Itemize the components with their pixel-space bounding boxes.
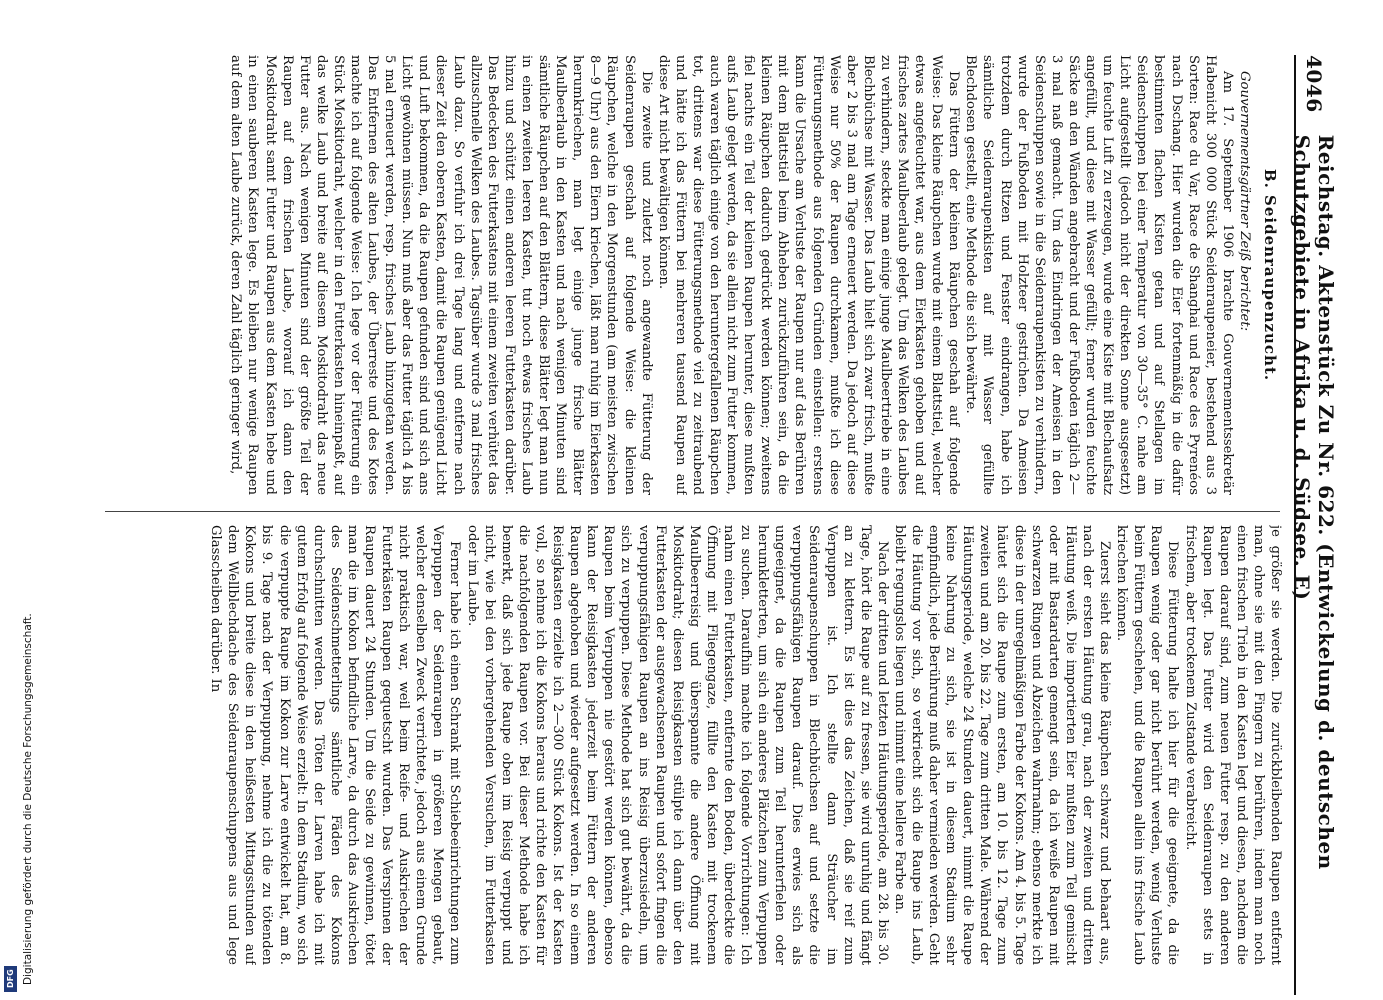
paragraph: Nach der dritten und letzten Häutungsperiode, am 28. bis 30. Tage, hört die Raupe auf zu fressen, sie wird unruhig und fängt an zu klettern. Es ist dies das Zeichen, daß sie reif zum Verpuppen ist. Ich stellte dann Sträucher im Seidenraupenschuppen in Blechbüchsen auf und setzte die verpuppungsfähigen Raupen darauf. Dies erwies sich als ungeeignet, da die Raupen zum Teil herunterfielen oder herumkletterten, um sich ein anderes Plätzchen zum Verpuppen zu suchen. Daraufhin machte ich folgende Vorrichtungen: Ich nahm einen Futterkasten, entfernte den Boden, überdeckte die Öffnung mit Fliegengaze, füllte den Kasten mit trockenem Maulbeerreisig und überspannte die andere Öffnung mit Moskitodraht; diesen Reisigkasten stülpte ich dann über den Futterkasten der ausgewachsenen Raupen und sofort fingen die verpuppungsfähigen Raupen an ins Reisig überzusiedeln, um sich zu verpuppen. Diese Methode hat sich gut bewährt, da die Raupen beim Verpuppen nie gestört werden können, ebenso kann der Reisigkasten jederzeit beim Füttern der anderen Raupen abgehoben und wieder aufgesetzt werden. In so einem Reisigkasten erzielte ich 2—300 Stück Kokons. Ist der Kasten voll, so nehme ich die Kokons heraus und richte den Kasten für die nachfolgenden Raupen vor. Bei dieser Methode habe ich bemerkt, daß sich jede Raupe oben im Reisig verpuppt und nicht, wie bei den vorhergehenden Versuchen, im Futterkasten oder im Laube. — [464, 525, 890, 965]
paragraph: Das Füttern der kleinen Räupchen geschah auf folgende Weise: Das kleine Räupchen wurde mit einem Blattstiel, welcher etwas angefeuchtet war, aus dem Eierkasten gehoben und auf frisches zartes Maulbeerlaub gelegt. Um das Welken des Laubes zu verhindern, steckte man einige junge Maulbeertriebe in eine Blechbüchse mit Wasser. Das Laub hielt sich zwar frisch, mußte aber 2 bis 3 mal am Tage erneuert werden. Da jedoch auf diese Weise nur 50% der Raupen durchkamen, mußte ich diese Fütterungsmethode aus folgenden Gründen einstellen: erstens kann die Ursache am Verluste der Raupen nur auf das Berühren mit dem Blattstiel beim Abheben zurückzuführen sein, da die kleinen Räupchen dadurch gedrückt werden können; zweitens fiel nachts ein Teil der kleinen Raupen herunter, diese mußten aufs Laub gelegt werden, da sie allein nicht zum Futter kommen, auch waren täglich einige von den heruntergefallenen Räupchen tot, drittens war diese Fütterungsmethode viel zu zeitraubend und hätte ich das Füttern bei mehreren tausend Raupen auf diese Art nicht bewältigen können. — [655, 55, 962, 495]
section-intro: Gouvernementsgärtner Zeiß berichtet: — [1236, 71, 1252, 332]
column-divider — [105, 511, 1280, 512]
digitization-note: Digitalisierung gefördert durch die Deutsche Forschungsgemeinschaft. — [22, 613, 34, 985]
section-heading: B. Seidenraupenzucht. — [1261, 168, 1279, 382]
running-header — [1290, 55, 1338, 995]
header-rule — [1294, 55, 1296, 995]
dfg-logo: DFG — [4, 966, 17, 992]
paragraph: je größer sie werden. Die zurückbleibenden Raupen entfernt man, ohne sie mit den Fingern zu berühren, indem man noch einen frischen Trieb in den Kasten legt und diesen, nachdem die Raupen darauf sind, zum neuen Futter resp. zu den anderen Raupen legt. Das Futter wird den Seidenraupen stets in frischem, aber trockenem Zustande verabreicht. — [1182, 525, 1283, 965]
right-column — [104, 525, 1284, 965]
paragraph: Die zweite und zuletzt noch angewandte Fütterung der Seidenraupen geschah auf folgende Weise: die kleinen Räupchen, welche in den Morgenstunden (am meisten zwischen 8—9 Uhr) aus den Eiern kriechen, läßt man ruhig im Eierkasten herumkriechen, man legt einige junge frische Blätter Maulbeerlaub in den Kasten und nach wenigen Minuten sind sämtliche Räupchen auf den Blättern, diese Blätter legt man nun in einen zweiten leeren Kasten, tut noch etwas frisches Laub hinzu und schützt einen anderen leeren Futterkasten darüber. Das Bedecken des Futterkastens mit einem zweiten verhütet das allzuschnelle Welken des Laubes. Tagsüber wurde 3 mal frisches Laub dazu. So verfuhr ich drei Tage lang und entferne nach dieser Zeit den oberen Kasten, damit die Raupen genügend Licht und Luft bekommen, da die Raupen gefunden sind und sich ans Licht gewöhnen müssen. Nun muß aber das Futter täglich 4 bis 5 mal erneuert werden, resp. frisches Laub hinzugetan werden. Das Entfernen des alten Laubes, der Überreste und des Kotes machte ich auf folgende Weise: Ich lege vor der Fütterung ein Stück Moskitodraht, welcher in den Futterkasten hineinpaßt, auf das welke Laub und breite auf diesem Moskitodraht das neue Futter aus. Nach wenigen Minuten sind der größte Teil der Raupen auf dem frischen Laube, worauf ich dann den Moskitodraht samt Futter und Raupen aus dem Kasten hebe und in einen sauberen Kasten lege. Es bleiben nur wenige Raupen auf dem alten Laube zurück, deren Zahl täglich geringer wird, — [228, 55, 654, 495]
running-title: Reichstag. Aktenstück Zu Nr. 622. (Entwickelung d. deutschen Schutzgebiete in Afrika u. d. Südsee. E) — [1290, 134, 1338, 870]
page-number: 4046 — [1302, 55, 1326, 113]
paragraph: Diese Fütterung halte ich hier für die geeignete, da die Raupen wenig oder gar nicht berührt werden, wenig Verluste beim Füttern geschehen, und die Raupen allein ins frische Laub kriechen können. — [1114, 525, 1181, 965]
paragraph: Zuerst sieht das kleine Räupchen schwarz und behaart aus, nach der ersten Häutung grau, nach der zweiten und dritten Häutung weiß. Die importierten Eier mußten zum Teil gemischt oder mit Bastardarten gemengt sein, da ich weiße Raupen mit schwarzen Ringen und Abzeichen wahrnahm; ebenso merkte ich diese in der unregelmäßigen Farbe der Kokons. Am 4. bis 5. Tage häutet sich die Raupe zum ersten, am 10. bis 12. Tage zum zweiten und am 20. bis 22. Tage zum dritten Male. Während der Häutungsperiode, welche 24 Stunden dauert, nimmt die Raupe keine Nahrung zu sich, sie ist in diesem Stadium sehr empfindlich, jede Berührung muß daher vermieden werden. Geht die Häutung vor sich, so verkriecht sich die Raupe ins Laub, bleibt regungslos liegen und nimmt eine hellere Farbe an. — [891, 525, 1113, 965]
left-column — [104, 55, 1284, 495]
paragraph: Am 17. September 1906 brachte Gouvernementssekretär Habenicht 300 000 Stück Seidenraupeneier, bestehend aus 3 Sorten: Race du Var, Race de Shanghai und Race des Pyrenéos nach Dschang. Hier wurden die Eier fortenmäßig in die dafür bestimmten flachen Kisten getan und auf Stellagen im Seidenschuppen bei einer Temperatur von 30—35° C. nahe am Licht aufgestellt (jedoch nicht der direkten Sonne ausgesetzt) um feuchte Luft zu erzeugen, wurde eine Kiste mit Blechaufsatz angefüllt, und diese mit Wasser gefüllt; ferner wurden feuchte Säcke an den Wänden angebracht und der Fußboden täglich 2—3 mal naß gemacht. Um das Eindringen der Ameisen in den Seidenschuppen sowie in die Seidenraupenkisten zu verhindern, wurde der Fußboden mit Holzteer gestrichen. Da Ameisen trotzdem durch Ritzen und Fenster eindrangen, habe ich sämtliche Seidenraupenkisten auf mit Wasser gefüllte Blechdosen gestellt, eine Methode die sich bewährte. — [963, 55, 1235, 495]
document-page — [80, 55, 1338, 995]
paragraph: Ferner habe ich einen Schrank mit Schiebeeinrichtungen zum Verpuppen der Seidenraupen in größeren Mengen gebaut, welcher denselben Zweck verrichtete, jedoch aus einem Grunde nicht praktisch war, weil beim Reife- und Auskriechen der Futterkästen Raupen gequetscht wurden. Das Verspinnen der Raupen dauert 24 Stunden. Um die Seide zu gewinnen, tötet man die im Kokon befindliche Larve, da durch das Auskriechen des Seidenschmetterlings sämtliche Fäden des Kokons durchschnitten werden. Das Töten der Larven habe ich mit gutem Erfolg auf folgende Weise erzielt: In dem Stadium, wo sich die verpuppte Raupe im Kokon zur Larve entwickelt hat, am 8. bis 9. Tage nach der Verpuppung, nehme ich die zu tötenden Kokons und breite diese in den heißesten Mittagsstunden auf dem Wellblechdache des Seidenraupenschuppens aus und lege Glasscheiben darüber. In — [208, 525, 463, 965]
